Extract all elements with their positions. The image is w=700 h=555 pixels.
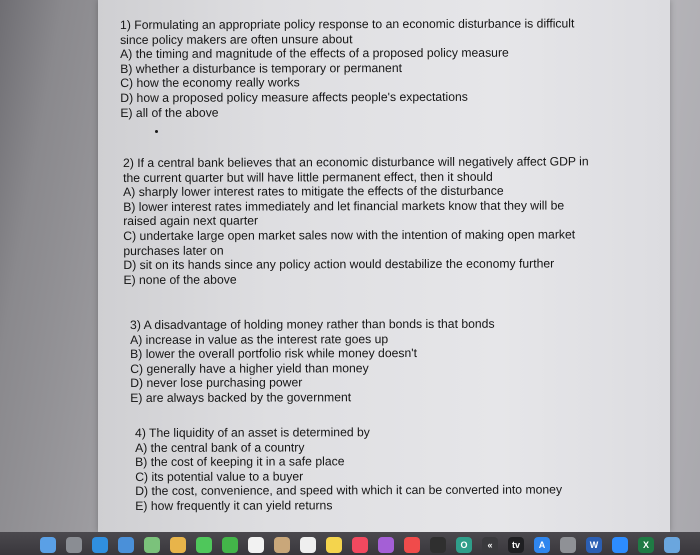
question-3-option-d: D) never lose purchasing power <box>130 375 303 391</box>
question-4-option-a: A) the central bank of a country <box>135 440 305 455</box>
system-preferences-icon[interactable] <box>560 537 576 553</box>
question-2-option-d: D) sit on its hands since any policy action would destabilize the economy further <box>123 256 555 273</box>
question-1-option-b: B) whether a disturbance is temporary or permanent <box>120 60 403 76</box>
question-4-stem: 4) The liquidity of an asset is determined by <box>135 425 370 440</box>
question-4-option-e: E) how frequently it can yield returns <box>135 498 333 513</box>
question-1-option-c: C) how the economy really works <box>120 75 300 91</box>
zoom-icon[interactable] <box>612 537 628 553</box>
podcasts-icon[interactable] <box>378 537 394 553</box>
reminders-icon[interactable] <box>300 537 316 553</box>
question-2-option-a: A) sharply lower interest rates to mitigate the effects of the disturbance <box>123 183 504 200</box>
chevron-app-icon[interactable]: « <box>482 537 498 553</box>
question-1 <box>120 16 575 120</box>
stray-dot <box>155 130 158 133</box>
photos-icon[interactable] <box>170 537 186 553</box>
question-1-stem: 1) Formulating an appropriate policy response to an economic disturbance is difficult <box>120 16 575 32</box>
question-2-option-c: purchases later on <box>123 243 224 258</box>
question-3-option-c: C) generally have a higher yield than money <box>130 360 369 376</box>
question-4 <box>135 425 562 514</box>
vpn-icon[interactable]: O <box>456 537 472 553</box>
question-2-option-e: E) none of the above <box>123 272 237 287</box>
question-1-stem: since policy makers are often unsure about <box>120 31 353 47</box>
question-1-option-d: D) how a proposed policy measure affects people's expectations <box>120 89 468 105</box>
stocks-icon[interactable] <box>430 537 446 553</box>
excel-icon[interactable]: X <box>638 537 654 553</box>
app-store-icon[interactable]: A <box>534 537 550 553</box>
launchpad-icon[interactable] <box>66 537 82 553</box>
question-3-stem: 3) A disadvantage of holding money rather than bonds is that bonds <box>130 316 495 332</box>
finder-icon[interactable] <box>40 537 56 553</box>
mail-icon[interactable] <box>118 537 134 553</box>
preview-icon[interactable] <box>664 537 680 553</box>
music-icon[interactable] <box>352 537 368 553</box>
facetime-icon[interactable] <box>222 537 238 553</box>
question-1-option-e: E) all of the above <box>120 105 219 120</box>
question-2-stem: 2) If a central bank believes that an economic disturbance will negatively affect GDP in <box>123 154 589 170</box>
question-2-option-c: C) undertake large open market sales now with the intention of making open market <box>123 227 576 243</box>
question-4-option-d: D) the cost, convenience, and speed with which it can be converted into money <box>135 482 563 499</box>
question-2-option-b: B) lower interest rates immediately and let financial markets know that they will be <box>123 198 565 214</box>
question-2 <box>123 154 589 287</box>
question-1-option-a: A) the timing and magnitude of the effects of a proposed policy measure <box>120 45 509 62</box>
question-2-option-b: raised again next quarter <box>123 213 259 229</box>
question-3-option-b: B) lower the overall portfolio risk while money doesn't <box>130 346 417 362</box>
question-3-option-a: A) increase in value as the interest rate goes up <box>130 331 389 347</box>
question-4-option-c: C) its potential value to a buyer <box>135 469 304 484</box>
calendar-icon[interactable] <box>248 537 264 553</box>
maps-icon[interactable] <box>144 537 160 553</box>
question-2-stem: the current quarter but will have little permanent effect, then it should <box>123 169 493 185</box>
word-icon[interactable]: W <box>586 537 602 553</box>
tv-icon[interactable]: tv <box>508 537 524 553</box>
question-3-option-e: E) are always backed by the government <box>130 390 352 405</box>
news-icon[interactable] <box>404 537 420 553</box>
question-3 <box>130 317 495 406</box>
question-4-option-b: B) the cost of keeping it in a safe place <box>135 454 345 470</box>
messages-icon[interactable] <box>196 537 212 553</box>
safari-icon[interactable] <box>92 537 108 553</box>
notes-icon[interactable] <box>326 537 342 553</box>
contacts-icon[interactable] <box>274 537 290 553</box>
